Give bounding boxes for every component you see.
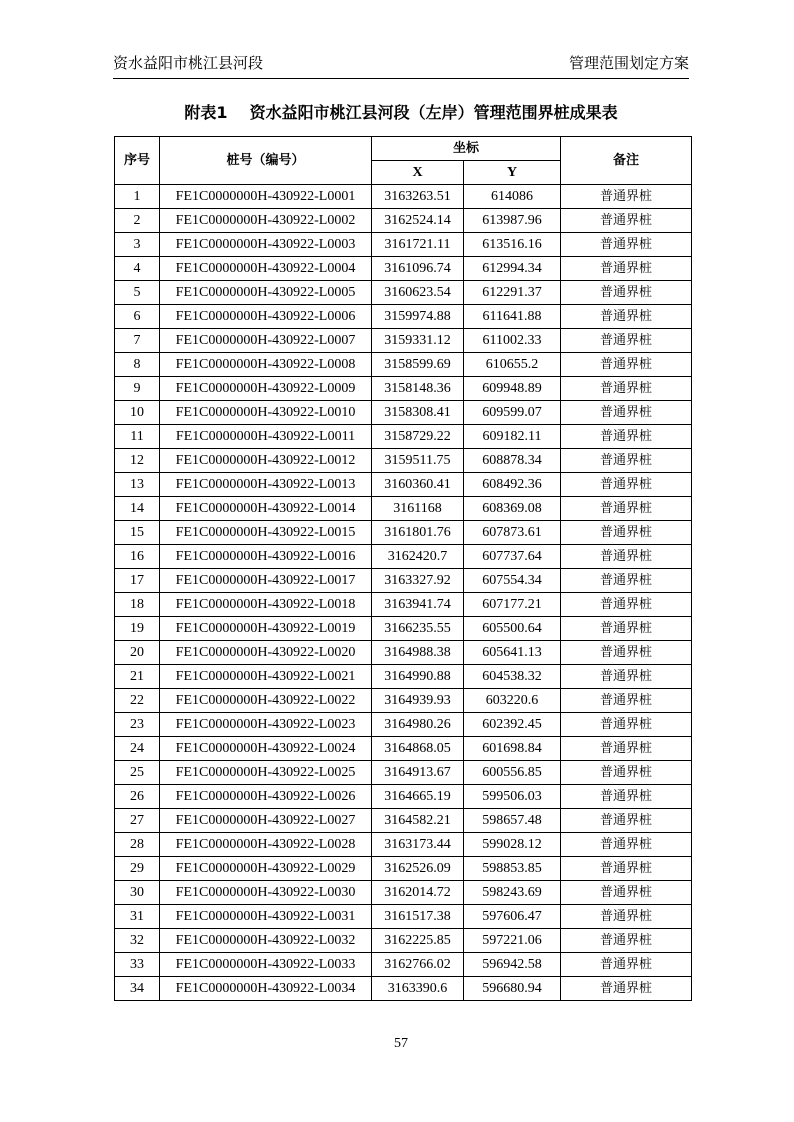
- cell-seq: 21: [115, 665, 160, 689]
- cell-seq: 5: [115, 281, 160, 305]
- cell-seq: 33: [115, 953, 160, 977]
- cell-note: 普通界桩: [561, 785, 692, 809]
- table-row: [115, 977, 692, 1001]
- cell-y: 608492.36: [464, 473, 561, 497]
- table-row: [115, 569, 692, 593]
- cell-y: 612291.37: [464, 281, 561, 305]
- table-row: [115, 353, 692, 377]
- cell-x: 3164980.26: [372, 713, 464, 737]
- cell-seq: 11: [115, 425, 160, 449]
- table-row: [115, 593, 692, 617]
- cell-pile: FE1C0000000H-430922-L0026: [160, 785, 372, 809]
- table-row: [115, 497, 692, 521]
- cell-pile: FE1C0000000H-430922-L0023: [160, 713, 372, 737]
- cell-x: 3161801.76: [372, 521, 464, 545]
- cell-x: 3163173.44: [372, 833, 464, 857]
- cell-note: 普通界桩: [561, 329, 692, 353]
- cell-seq: 16: [115, 545, 160, 569]
- table-row: [115, 689, 692, 713]
- cell-y: 609182.11: [464, 425, 561, 449]
- cell-y: 598853.85: [464, 857, 561, 881]
- table-row: [115, 785, 692, 809]
- cell-seq: 23: [115, 713, 160, 737]
- cell-x: 3160623.54: [372, 281, 464, 305]
- cell-note: 普通界桩: [561, 497, 692, 521]
- cell-note: 普通界桩: [561, 233, 692, 257]
- table-row: [115, 425, 692, 449]
- cell-y: 608878.34: [464, 449, 561, 473]
- cell-pile: FE1C0000000H-430922-L0031: [160, 905, 372, 929]
- cell-seq: 4: [115, 257, 160, 281]
- cell-seq: 24: [115, 737, 160, 761]
- cell-note: 普通界桩: [561, 473, 692, 497]
- cell-pile: FE1C0000000H-430922-L0004: [160, 257, 372, 281]
- table-title-label: 附表1: [184, 103, 228, 122]
- cell-pile: FE1C0000000H-430922-L0012: [160, 449, 372, 473]
- cell-y: 607873.61: [464, 521, 561, 545]
- cell-y: 597221.06: [464, 929, 561, 953]
- cell-x: 3162014.72: [372, 881, 464, 905]
- cell-note: 普通界桩: [561, 641, 692, 665]
- header-pile: 桩号（编号）: [160, 137, 372, 185]
- cell-seq: 9: [115, 377, 160, 401]
- cell-x: 3164582.21: [372, 809, 464, 833]
- cell-pile: FE1C0000000H-430922-L0006: [160, 305, 372, 329]
- cell-note: 普通界桩: [561, 569, 692, 593]
- boundary-pile-table: [114, 136, 692, 1001]
- cell-y: 601698.84: [464, 737, 561, 761]
- header-note: 备注: [561, 137, 692, 185]
- cell-pile: FE1C0000000H-430922-L0011: [160, 425, 372, 449]
- cell-note: 普通界桩: [561, 593, 692, 617]
- header-x: X: [372, 161, 464, 185]
- cell-pile: FE1C0000000H-430922-L0010: [160, 401, 372, 425]
- cell-note: 普通界桩: [561, 521, 692, 545]
- table-row: [115, 545, 692, 569]
- table-row: [115, 449, 692, 473]
- cell-note: 普通界桩: [561, 761, 692, 785]
- table-row: [115, 737, 692, 761]
- cell-x: 3162225.85: [372, 929, 464, 953]
- cell-note: 普通界桩: [561, 425, 692, 449]
- cell-y: 598657.48: [464, 809, 561, 833]
- cell-x: 3164990.88: [372, 665, 464, 689]
- cell-y: 603220.6: [464, 689, 561, 713]
- cell-seq: 3: [115, 233, 160, 257]
- page-header: [113, 52, 689, 79]
- cell-note: 普通界桩: [561, 305, 692, 329]
- header-right-text: 管理范围划定方案: [568, 56, 689, 72]
- cell-note: 普通界桩: [561, 377, 692, 401]
- cell-x: 3161096.74: [372, 257, 464, 281]
- cell-x: 3161517.38: [372, 905, 464, 929]
- cell-pile: FE1C0000000H-430922-L0014: [160, 497, 372, 521]
- cell-pile: FE1C0000000H-430922-L0005: [160, 281, 372, 305]
- cell-x: 3161721.11: [372, 233, 464, 257]
- table-header: [115, 137, 692, 185]
- cell-y: 605641.13: [464, 641, 561, 665]
- cell-y: 607737.64: [464, 545, 561, 569]
- cell-x: 3164988.38: [372, 641, 464, 665]
- table-row: [115, 953, 692, 977]
- cell-x: 3159331.12: [372, 329, 464, 353]
- cell-seq: 17: [115, 569, 160, 593]
- table-row: [115, 209, 692, 233]
- cell-x: 3159974.88: [372, 305, 464, 329]
- header-left-text: 资水益阳市桃江县河段: [113, 56, 264, 72]
- cell-note: 普通界桩: [561, 905, 692, 929]
- cell-y: 611002.33: [464, 329, 561, 353]
- cell-seq: 32: [115, 929, 160, 953]
- cell-note: 普通界桩: [561, 185, 692, 209]
- header-y: Y: [464, 161, 561, 185]
- cell-x: 3162524.14: [372, 209, 464, 233]
- cell-note: 普通界桩: [561, 617, 692, 641]
- cell-note: 普通界桩: [561, 281, 692, 305]
- cell-note: 普通界桩: [561, 257, 692, 281]
- cell-x: 3158729.22: [372, 425, 464, 449]
- cell-seq: 15: [115, 521, 160, 545]
- cell-seq: 20: [115, 641, 160, 665]
- table-row: [115, 473, 692, 497]
- cell-pile: FE1C0000000H-430922-L0009: [160, 377, 372, 401]
- cell-pile: FE1C0000000H-430922-L0034: [160, 977, 372, 1001]
- cell-y: 607554.34: [464, 569, 561, 593]
- cell-x: 3158599.69: [372, 353, 464, 377]
- table-row: [115, 665, 692, 689]
- cell-y: 602392.45: [464, 713, 561, 737]
- cell-note: 普通界桩: [561, 833, 692, 857]
- cell-note: 普通界桩: [561, 857, 692, 881]
- cell-y: 596680.94: [464, 977, 561, 1001]
- cell-pile: FE1C0000000H-430922-L0016: [160, 545, 372, 569]
- header-coord: 坐标: [372, 137, 561, 161]
- cell-y: 599506.03: [464, 785, 561, 809]
- cell-y: 599028.12: [464, 833, 561, 857]
- table-body: [115, 185, 692, 1001]
- cell-pile: FE1C0000000H-430922-L0008: [160, 353, 372, 377]
- cell-pile: FE1C0000000H-430922-L0019: [160, 617, 372, 641]
- cell-y: 613987.96: [464, 209, 561, 233]
- table-row: [115, 281, 692, 305]
- cell-y: 600556.85: [464, 761, 561, 785]
- cell-y: 604538.32: [464, 665, 561, 689]
- table-row: [115, 905, 692, 929]
- cell-y: 609948.89: [464, 377, 561, 401]
- cell-note: 普通界桩: [561, 977, 692, 1001]
- cell-seq: 10: [115, 401, 160, 425]
- cell-x: 3158148.36: [372, 377, 464, 401]
- cell-x: 3163941.74: [372, 593, 464, 617]
- cell-x: 3163327.92: [372, 569, 464, 593]
- cell-x: 3163263.51: [372, 185, 464, 209]
- cell-note: 普通界桩: [561, 689, 692, 713]
- cell-seq: 30: [115, 881, 160, 905]
- table-row: [115, 401, 692, 425]
- cell-pile: FE1C0000000H-430922-L0013: [160, 473, 372, 497]
- cell-x: 3162420.7: [372, 545, 464, 569]
- cell-pile: FE1C0000000H-430922-L0001: [160, 185, 372, 209]
- cell-note: 普通界桩: [561, 713, 692, 737]
- table-row: [115, 305, 692, 329]
- cell-pile: FE1C0000000H-430922-L0030: [160, 881, 372, 905]
- cell-pile: FE1C0000000H-430922-L0017: [160, 569, 372, 593]
- cell-pile: FE1C0000000H-430922-L0021: [160, 665, 372, 689]
- cell-pile: FE1C0000000H-430922-L0002: [160, 209, 372, 233]
- cell-y: 608369.08: [464, 497, 561, 521]
- cell-x: 3164868.05: [372, 737, 464, 761]
- cell-seq: 1: [115, 185, 160, 209]
- cell-seq: 34: [115, 977, 160, 1001]
- cell-x: 3166235.55: [372, 617, 464, 641]
- table-row: [115, 881, 692, 905]
- table-row: [115, 857, 692, 881]
- cell-seq: 8: [115, 353, 160, 377]
- cell-pile: FE1C0000000H-430922-L0028: [160, 833, 372, 857]
- cell-note: 普通界桩: [561, 665, 692, 689]
- page-number: 57: [394, 1036, 408, 1051]
- table-row: [115, 329, 692, 353]
- cell-y: 605500.64: [464, 617, 561, 641]
- cell-seq: 6: [115, 305, 160, 329]
- table-row: [115, 377, 692, 401]
- cell-pile: FE1C0000000H-430922-L0025: [160, 761, 372, 785]
- table-row: [115, 257, 692, 281]
- table-row: [115, 641, 692, 665]
- cell-seq: 7: [115, 329, 160, 353]
- cell-note: 普通界桩: [561, 449, 692, 473]
- cell-pile: FE1C0000000H-430922-L0018: [160, 593, 372, 617]
- cell-y: 596942.58: [464, 953, 561, 977]
- cell-pile: FE1C0000000H-430922-L0032: [160, 929, 372, 953]
- cell-x: 3162526.09: [372, 857, 464, 881]
- cell-x: 3163390.6: [372, 977, 464, 1001]
- cell-note: 普通界桩: [561, 545, 692, 569]
- cell-seq: 18: [115, 593, 160, 617]
- cell-y: 611641.88: [464, 305, 561, 329]
- cell-seq: 26: [115, 785, 160, 809]
- cell-pile: FE1C0000000H-430922-L0033: [160, 953, 372, 977]
- cell-y: 598243.69: [464, 881, 561, 905]
- cell-seq: 28: [115, 833, 160, 857]
- table-row: [115, 617, 692, 641]
- cell-pile: FE1C0000000H-430922-L0027: [160, 809, 372, 833]
- table-row: [115, 929, 692, 953]
- cell-pile: FE1C0000000H-430922-L0022: [160, 689, 372, 713]
- cell-y: 609599.07: [464, 401, 561, 425]
- cell-x: 3159511.75: [372, 449, 464, 473]
- cell-note: 普通界桩: [561, 737, 692, 761]
- table-row: [115, 713, 692, 737]
- cell-seq: 19: [115, 617, 160, 641]
- table-row: [115, 761, 692, 785]
- cell-seq: 31: [115, 905, 160, 929]
- table-row: [115, 521, 692, 545]
- cell-y: 607177.21: [464, 593, 561, 617]
- cell-note: 普通界桩: [561, 881, 692, 905]
- cell-seq: 22: [115, 689, 160, 713]
- cell-y: 614086: [464, 185, 561, 209]
- cell-pile: FE1C0000000H-430922-L0024: [160, 737, 372, 761]
- cell-note: 普通界桩: [561, 401, 692, 425]
- cell-pile: FE1C0000000H-430922-L0020: [160, 641, 372, 665]
- cell-x: 3162766.02: [372, 953, 464, 977]
- cell-note: 普通界桩: [561, 809, 692, 833]
- table-row: [115, 185, 692, 209]
- cell-seq: 14: [115, 497, 160, 521]
- cell-seq: 27: [115, 809, 160, 833]
- cell-pile: FE1C0000000H-430922-L0003: [160, 233, 372, 257]
- cell-seq: 12: [115, 449, 160, 473]
- cell-x: 3164665.19: [372, 785, 464, 809]
- cell-seq: 2: [115, 209, 160, 233]
- table-row: [115, 833, 692, 857]
- cell-y: 610655.2: [464, 353, 561, 377]
- cell-pile: FE1C0000000H-430922-L0007: [160, 329, 372, 353]
- cell-pile: FE1C0000000H-430922-L0029: [160, 857, 372, 881]
- table-row: [115, 809, 692, 833]
- cell-seq: 13: [115, 473, 160, 497]
- cell-seq: 25: [115, 761, 160, 785]
- table-title: [113, 100, 689, 123]
- header-seq: 序号: [115, 137, 160, 185]
- cell-y: 597606.47: [464, 905, 561, 929]
- table-row: [115, 233, 692, 257]
- cell-x: 3161168: [372, 497, 464, 521]
- cell-note: 普通界桩: [561, 209, 692, 233]
- cell-y: 612994.34: [464, 257, 561, 281]
- cell-y: 613516.16: [464, 233, 561, 257]
- table-title-text: 资水益阳市桃江县河段（左岸）管理范围界桩成果表: [249, 103, 618, 122]
- cell-note: 普通界桩: [561, 953, 692, 977]
- cell-pile: FE1C0000000H-430922-L0015: [160, 521, 372, 545]
- cell-x: 3158308.41: [372, 401, 464, 425]
- cell-x: 3164939.93: [372, 689, 464, 713]
- cell-seq: 29: [115, 857, 160, 881]
- cell-note: 普通界桩: [561, 353, 692, 377]
- cell-x: 3160360.41: [372, 473, 464, 497]
- cell-x: 3164913.67: [372, 761, 464, 785]
- cell-note: 普通界桩: [561, 929, 692, 953]
